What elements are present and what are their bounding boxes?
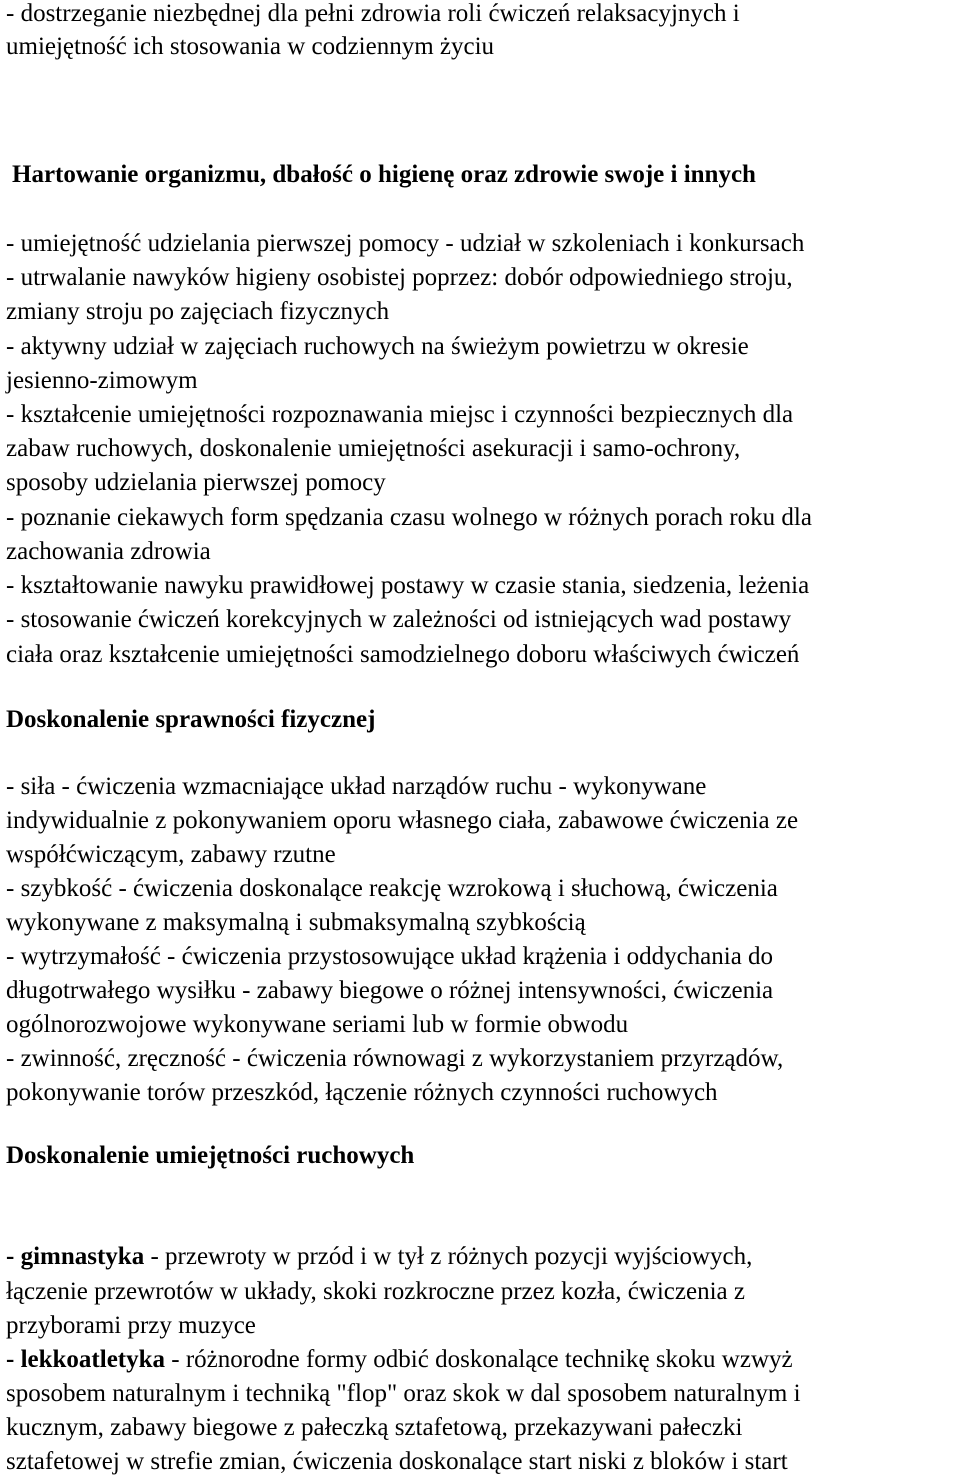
body-line: zachowania zdrowia (6, 538, 211, 565)
body-line: sztafetowej w strefie zmian, ćwiczenia doskonalące start niski z bloków i start (6, 1448, 788, 1475)
body-line: pokonywanie torów przeszkód, łączenie różnych czynności ruchowych (6, 1079, 718, 1106)
body-line: - kształcenie umiejętności rozpoznawania miejsc i czynności bezpiecznych dla (6, 401, 794, 428)
body-line: umiejętność ich stosowania w codziennym życiu (6, 33, 495, 60)
body-line: - siła - ćwiczenia wzmacniające układ narządów ruchu - wykonywane (6, 773, 707, 800)
body-line: sposoby udzielania pierwszej pomocy (6, 469, 386, 496)
body-line: - umiejętność udzielania pierwszej pomocy - udział w szkoleniach i konkursach (6, 230, 805, 257)
body-line: indywidualnie z pokonywaniem oporu własnego ciała, zabawowe ćwiczenia ze (6, 807, 799, 834)
body-line: zabaw ruchowych, doskonalenie umiejętności asekuracji i samo-ochrony, (6, 435, 741, 462)
body-line: - wytrzymałość - ćwiczenia przystosowujące układ krążenia i oddychania do (6, 943, 774, 970)
body-line: wykonywane z maksymalną i submaksymalną szybkością (6, 909, 586, 936)
body-line: jesienno-zimowym (6, 367, 198, 394)
gimnastyka-label: - gimnastyka (6, 1243, 145, 1270)
body-line: kucznym, zabawy biegowe z pałeczką sztafetową, przekazywani pałeczki (6, 1414, 743, 1441)
lekkoatletyka-line (6, 1343, 793, 1377)
body-line: - poznanie ciekawych form spędzania czasu wolnego w różnych porach roku dla (6, 504, 812, 531)
section-heading-umiejetnosci: Doskonalenie umiejętności ruchowych (6, 1142, 415, 1169)
section-heading-sprawnosc: Doskonalenie sprawności fizycznej (6, 706, 376, 733)
body-line: - stosowanie ćwiczeń korekcyjnych w zależności od istniejących wad postawy (6, 606, 792, 633)
gimnastyka-text: - przewroty w przód i w tył z różnych pozycji wyjściowych, (144, 1243, 753, 1270)
body-line: łączenie przewrotów w układy, skoki rozkroczne przez kozła, ćwiczenia z (6, 1278, 745, 1305)
body-line: - szybkość - ćwiczenia doskonalące reakcję wzrokową i słuchową, ćwiczenia (6, 875, 778, 902)
body-line: - kształtowanie nawyku prawidłowej postawy w czasie stania, siedzenia, leżenia (6, 572, 810, 599)
body-line: - dostrzeganie niezbędnej dla pełni zdrowia roli ćwiczeń relaksacyjnych i (6, 0, 740, 27)
lekkoatletyka-label: - lekkoatletyka (6, 1346, 166, 1373)
gimnastyka-line (6, 1240, 752, 1274)
body-line: przyborami przy muzyce (6, 1312, 256, 1339)
body-line: zmiany stroju po zajęciach fizycznych (6, 298, 390, 325)
lekkoatletyka-text: - różnorodne formy odbić doskonalące technikę skoku wzwyż (165, 1346, 793, 1373)
body-line: ogólnorozwojowe wykonywane seriami lub w formie obwodu (6, 1011, 629, 1038)
body-line: współćwiczącym, zabawy rzutne (6, 841, 336, 868)
body-line: - aktywny udział w zajęciach ruchowych na świeżym powietrzu w okresie (6, 333, 749, 360)
section-heading-hartowanie: Hartowanie organizmu, dbałość o higienę oraz zdrowie swoje i innych (12, 161, 756, 188)
body-line: - utrwalanie nawyków higieny osobistej poprzez: dobór odpowiedniego stroju, (6, 264, 793, 291)
body-line: sposobem naturalnym i techniką "flop" oraz skok w dal sposobem naturalnym i (6, 1380, 801, 1407)
body-line: - zwinność, zręczność - ćwiczenia równowagi z wykorzystaniem przyrządów, (6, 1045, 784, 1072)
body-line: długotrwałego wysiłku - zabawy biegowe o różnej intensywności, ćwiczenia (6, 977, 774, 1004)
body-line: ciała oraz kształcenie umiejętności samodzielnego doboru właściwych ćwiczeń (6, 641, 800, 668)
